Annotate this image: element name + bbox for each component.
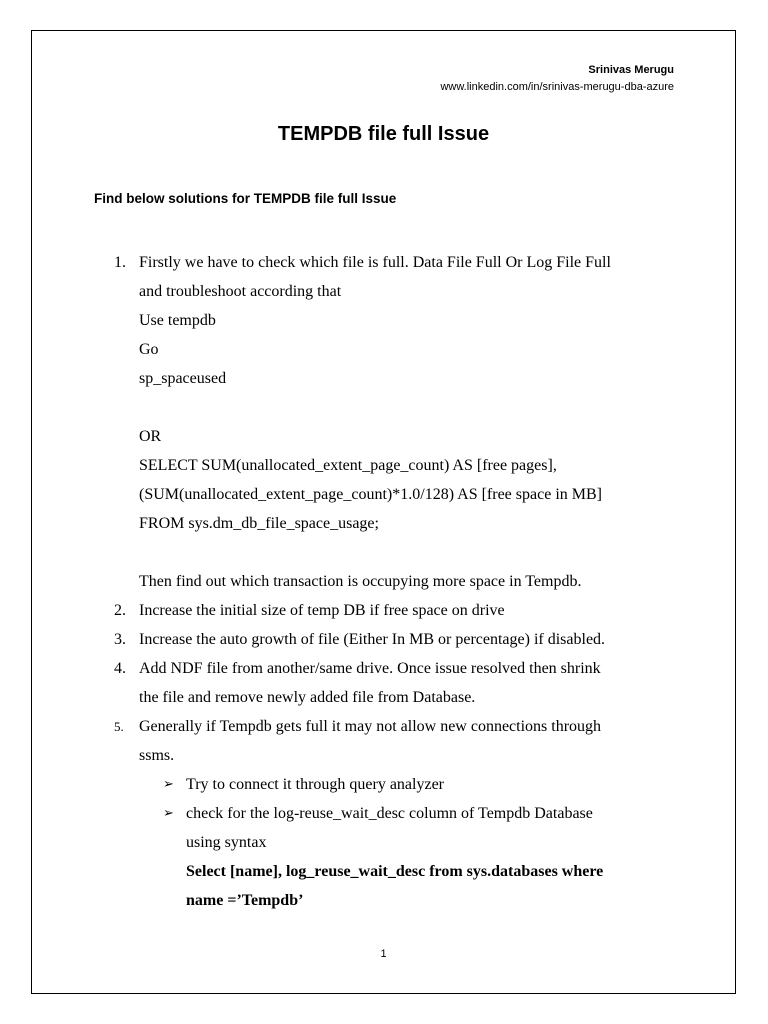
bullet-text: check for the log-reuse_wait_desc column of Tempdb Database — [186, 805, 593, 822]
code-line: (SUM(unallocated_extent_page_count)*1.0/128) AS [free space in MB] — [139, 486, 602, 503]
author-block — [440, 62, 674, 96]
list-text: and troubleshoot according that — [139, 283, 342, 300]
list-text: Firstly we have to check which file is full. Data File Full Or Log File Full — [139, 254, 611, 271]
linkedin-url[interactable]: www.linkedin.com/in/srinivas-merugu-dba-azure — [440, 81, 674, 93]
list-text: Increase the initial size of temp DB if free space on drive — [139, 602, 505, 619]
list-text: Increase the auto growth of file (Either In MB or percentage) if disabled. — [139, 631, 606, 648]
code-line: Go — [139, 341, 159, 358]
solutions-list — [114, 248, 714, 915]
bullet-text: using syntax — [186, 834, 267, 851]
list-number: 3. — [114, 631, 126, 648]
section-heading: Find below solutions for TEMPDB file full Issue — [94, 191, 397, 206]
arrow-bullet-icon: ➢ — [163, 806, 174, 821]
code-line: Select [name], log_reuse_wait_desc from sys.databases where — [186, 863, 604, 880]
list-item-2 — [114, 596, 714, 625]
list-text: ssms. — [139, 747, 175, 764]
author-name: Srinivas Merugu — [588, 64, 674, 76]
arrow-bullet-icon: ➢ — [163, 777, 174, 792]
code-line: FROM sys.dm_db_file_space_usage; — [139, 515, 379, 532]
list-text: OR — [139, 428, 162, 445]
document-page — [31, 30, 736, 994]
list-item-5 — [114, 712, 714, 915]
code-line: name =’Tempdb’ — [186, 892, 304, 909]
list-number: 4. — [114, 660, 126, 677]
list-item-4 — [114, 654, 714, 712]
list-text: Then find out which transaction is occupying more space in Tempdb. — [139, 573, 582, 590]
code-line: sp_spaceused — [139, 370, 227, 387]
code-line: SELECT SUM(unallocated_extent_page_count) AS [free pages], — [139, 457, 557, 474]
sub-bullet-1 — [139, 770, 714, 799]
page-number: 1 — [380, 948, 387, 960]
list-text: the file and remove newly added file from Database. — [139, 689, 476, 706]
list-text: Generally if Tempdb gets full it may not allow new connections through — [139, 718, 602, 735]
list-number: 5. — [114, 719, 124, 734]
list-number: 2. — [114, 602, 126, 619]
list-text: Add NDF file from another/same drive. Once issue resolved then shrink — [139, 660, 601, 677]
code-line: Use tempdb — [139, 312, 216, 329]
list-number: 1. — [114, 254, 126, 271]
list-item-3 — [114, 625, 714, 654]
sub-bullet-2 — [139, 799, 714, 915]
list-item-1 — [114, 248, 714, 596]
page-title: TEMPDB file full Issue — [277, 123, 490, 145]
bullet-text: Try to connect it through query analyzer — [186, 776, 445, 793]
